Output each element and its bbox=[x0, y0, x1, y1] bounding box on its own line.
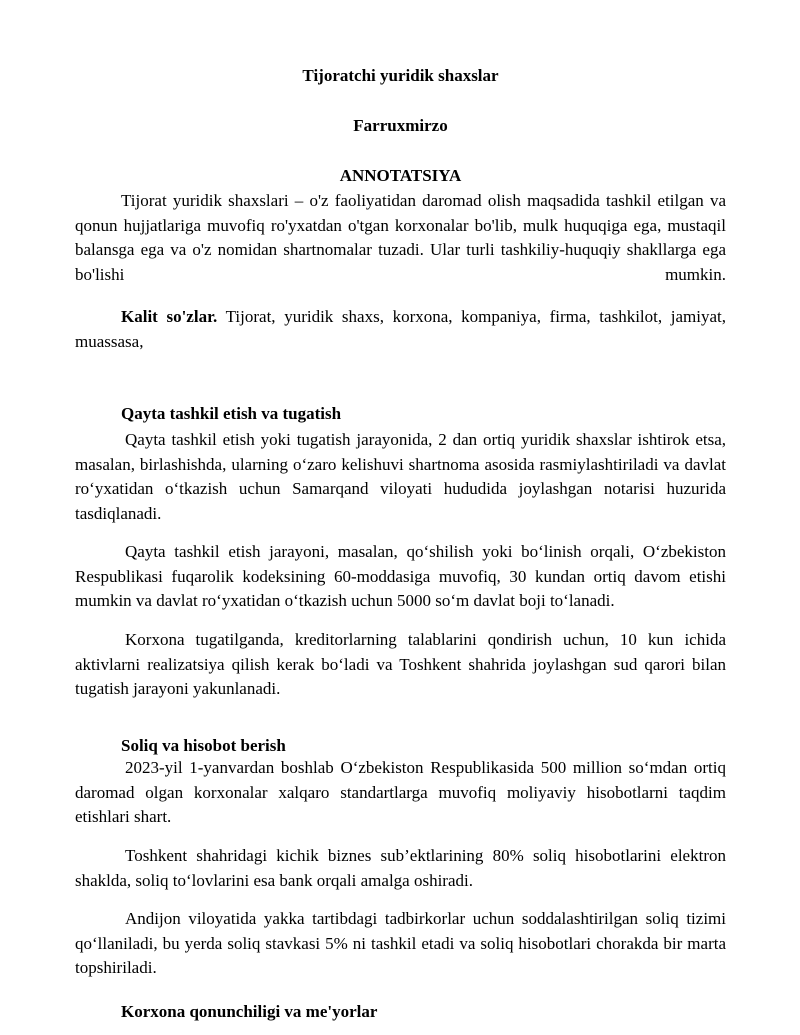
section-paragraph: Toshkent shahridagi kichik biznes sub’ektlarining 80% soliq hisobotlarini elektron shaklda, soliq to‘lovlarini esa bank orqali amalga oshiradi. bbox=[75, 846, 726, 890]
document-title: Tijoratchi yuridik shaxslar bbox=[302, 66, 499, 85]
section-heading: Korxona qonunchiligi va me'yorlar bbox=[121, 1002, 378, 1021]
section-paragraph: Korxona tugatilganda, kreditorlarning talablarini qondirish uchun, 10 kun ichida aktivlarni realizatsiya qilish kerak bo‘ladi va Toshkent shahrida joylashgan sud qarori bilan tugatish jarayoni yakunlanadi. bbox=[75, 630, 726, 698]
section-paragraph: Qayta tashkil etish jarayoni, masalan, qo‘shilish yoki bo‘linish orqali, O‘zbekiston Respublikasi fuqarolik kodeksining 60-moddasiga muvofiq, 30 kundan ortiq davom etishi mumkin va davlat ro‘yxatidan o‘tkazish uchun 5000 so‘m davlat boji to‘lanadi. bbox=[75, 542, 726, 610]
section-paragraph: 2023-yil 1-yanvardan boshlab O‘zbekiston Respublikasida 500 million so‘mdan ortiq daromad olgan korxonalar xalqaro standartlarga muvofiq moliyaviy hisobotlarni taqdim etishlari shart. bbox=[75, 758, 726, 826]
keywords-label: Kalit so'zlar. bbox=[121, 307, 218, 326]
section-paragraph: Andijon viloyatida yakka tartibdagi tadbirkorlar uchun soddalashtirilgan soliq tizimi qo‘llaniladi, bu yerda soliq stavkasi 5% ni tashkil etadi va soliq hisobotlari chorakda bir marta topshiriladi. bbox=[75, 909, 726, 977]
abstract-paragraph: Tijorat yuridik shaxslari – o'z faoliyatidan daromad olish maqsadida tashkil etilgan va qonun hujjatlariga muvofiq ro'yxatdan o'tgan korxonalar bo'lib, mulk huquqiga ega, mustaqil balansga ega va o'z nomidan shartnomalar tuzadi. Ular turli tashkiliy-huquqiy shakllarga ega bo'lishi mumkin. bbox=[75, 191, 726, 284]
abstract-heading: ANNOTATSIYA bbox=[339, 166, 462, 185]
keywords-text: Tijorat, yuridik shaxs, korxona, kompaniya, firma, tashkilot, jamiyat, muassasa, bbox=[75, 307, 726, 351]
keywords-paragraph bbox=[75, 305, 726, 354]
section-paragraph: Qayta tashkil etish yoki tugatish jarayonida, 2 dan ortiq yuridik shaxslar ishtirok etsa, masalan, birlashishda, ularning o‘zaro kelishuvi shartnoma asosida rasmiylashtiriladi va davlat ro‘yxatidan o‘tkazish uchun Samarqand viloyati hududida joylashgan notarisi huzurida tasdiqlanadi. bbox=[75, 430, 726, 523]
section-heading: Qayta tashkil etish va tugatish bbox=[121, 404, 342, 423]
document-author: Farruxmirzo bbox=[353, 116, 448, 135]
section-heading: Soliq va hisobot berish bbox=[121, 736, 286, 755]
